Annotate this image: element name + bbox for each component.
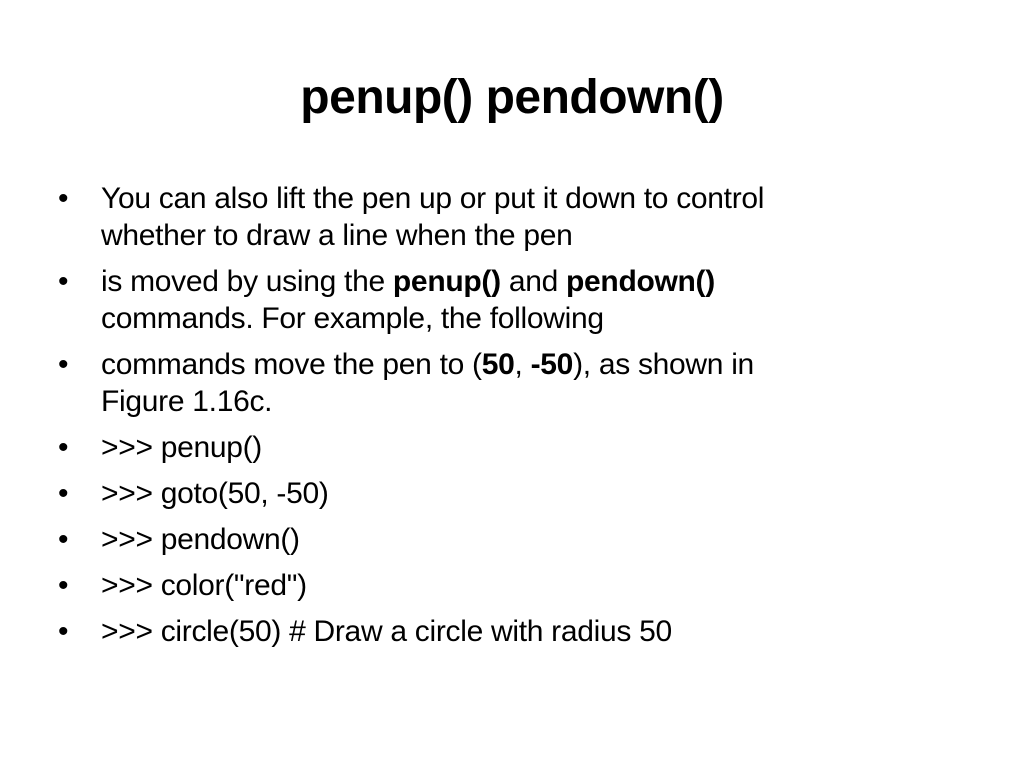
bullet-item-2 [58,263,958,337]
bullet-item-8 [58,613,958,650]
bullet-text: ), as shown in [573,348,754,381]
bullet-icon: • [58,431,69,464]
coordinate-y: -50 [530,348,574,381]
bullet-item-5 [58,475,958,512]
bullet-text: , [514,348,531,381]
bullet-icon: • [58,477,69,510]
code-line: >>> pendown() [101,523,300,556]
bullet-item-7 [58,567,958,604]
bullet-icon: • [58,523,69,556]
code-line: >>> penup() [101,431,262,464]
bullet-icon: • [58,182,69,215]
bullet-text: whether to draw a line when the pen [101,219,573,252]
bullet-text: commands. For example, the following [101,302,604,335]
bullet-item-6 [58,521,958,558]
bullet-text: is moved by using the [101,265,393,298]
bullet-icon: • [58,569,69,602]
bullet-item-1 [58,180,958,254]
coordinate-x: 50 [481,348,515,381]
bullet-text: and [500,265,567,298]
bullet-icon: • [58,265,69,298]
bullet-item-4 [58,429,958,466]
bullet-text: commands move the pen to ( [101,348,482,381]
code-term-penup: penup() [392,265,501,298]
code-term-pendown: pendown() [566,265,715,298]
bullet-icon: • [58,615,69,648]
bullet-text: Figure 1.16c. [101,385,273,418]
code-line: >>> goto(50, -50) [101,477,329,510]
code-line: >>> circle(50) # Draw a circle with radius 50 [101,615,672,648]
code-line: >>> color("red") [101,569,307,602]
bullet-list [58,180,958,659]
bullet-icon: • [58,348,69,381]
bullet-item-3 [58,346,958,420]
slide-title: penup() pendown() [300,71,724,124]
bullet-text: You can also lift the pen up or put it down to control [101,182,765,215]
